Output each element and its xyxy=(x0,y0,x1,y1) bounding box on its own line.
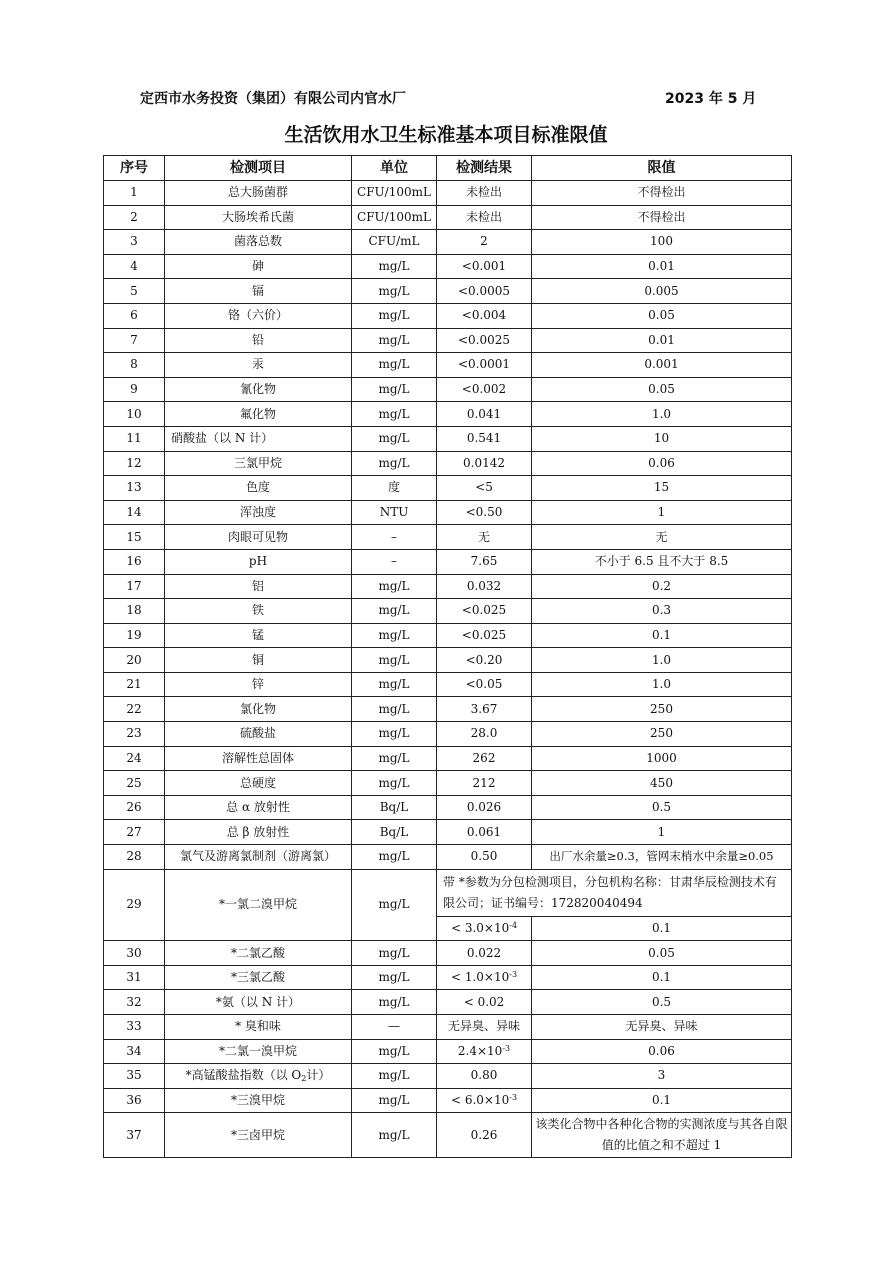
cell-number: 9 xyxy=(104,377,165,402)
table-row xyxy=(104,402,792,427)
subcontract-note: 带 *参数为分包检测项目，分包机构名称：甘肃华辰检测技术有限公司；证书编号：172820040494 xyxy=(437,869,792,916)
cell-item: 硫酸盐 xyxy=(165,722,352,747)
table-row xyxy=(104,525,792,550)
table-row xyxy=(104,722,792,747)
cell-item: 浑浊度 xyxy=(165,500,352,525)
cell-item: 氟化物 xyxy=(165,402,352,427)
table-row xyxy=(104,254,792,279)
cell-result: $2.4\times 10^{-3}$ xyxy=(437,1039,532,1064)
table-row xyxy=(104,941,792,966)
table-row xyxy=(104,990,792,1015)
table-row xyxy=(104,746,792,771)
table-row xyxy=(104,328,792,353)
cell-limit: 3 xyxy=(532,1064,792,1089)
cell-limit: 0.06 xyxy=(532,1039,792,1064)
cell-limit: 无 xyxy=(532,525,792,550)
table-row xyxy=(104,230,792,255)
cell-item: 氯化物 xyxy=(165,697,352,722)
table-row xyxy=(104,279,792,304)
cell-unit: mg/L xyxy=(352,990,437,1015)
cell-limit: 450 xyxy=(532,771,792,796)
table-row xyxy=(104,599,792,624)
table-row xyxy=(104,1015,792,1040)
cell-number: 7 xyxy=(104,328,165,353)
cell-result: <0.025 xyxy=(437,623,532,648)
cell-result: 7.65 xyxy=(437,549,532,574)
cell-number: 6 xyxy=(104,303,165,328)
table-row xyxy=(104,869,792,916)
cell-result: 262 xyxy=(437,746,532,771)
cell-number: 24 xyxy=(104,746,165,771)
table-row xyxy=(104,795,792,820)
table-row xyxy=(104,1113,792,1158)
cell-limit: 1 xyxy=(532,820,792,845)
col-header-number: 序号 xyxy=(104,156,165,181)
cell-limit: 无异臭、异味 xyxy=(532,1015,792,1040)
cell-item: 总硬度 xyxy=(165,771,352,796)
cell-item: 铁 xyxy=(165,599,352,624)
cell-unit: mg/L xyxy=(352,599,437,624)
cell-limit: 不得检出 xyxy=(532,205,792,230)
table-row xyxy=(104,820,792,845)
cell-limit: 1.0 xyxy=(532,672,792,697)
cell-number: 32 xyxy=(104,990,165,1015)
cell-limit: 1.0 xyxy=(532,402,792,427)
cell-item: 肉眼可见物 xyxy=(165,525,352,550)
cell-number: 20 xyxy=(104,648,165,673)
cell-number: 13 xyxy=(104,476,165,501)
cell-number: 12 xyxy=(104,451,165,476)
cell-number: 31 xyxy=(104,965,165,990)
cell-result: 212 xyxy=(437,771,532,796)
cell-item: *氨（以 N 计） xyxy=(165,990,352,1015)
cell-number: 8 xyxy=(104,353,165,378)
cell-item: 总 β 放射性 xyxy=(165,820,352,845)
cell-number: 17 xyxy=(104,574,165,599)
cell-unit: mg/L xyxy=(352,1064,437,1089)
cell-item: 氰化物 xyxy=(165,377,352,402)
cell-item: 铅 xyxy=(165,328,352,353)
cell-result: 无 xyxy=(437,525,532,550)
cell-item: 汞 xyxy=(165,353,352,378)
col-header-result: 检测结果 xyxy=(437,156,532,181)
cell-result: 未检出 xyxy=(437,181,532,206)
cell-item: 大肠埃希氏菌 xyxy=(165,205,352,230)
cell-number: 37 xyxy=(104,1113,165,1158)
cell-unit: mg/L xyxy=(352,1113,437,1158)
cell-result: 0.80 xyxy=(437,1064,532,1089)
table-row xyxy=(104,697,792,722)
cell-limit: 0.005 xyxy=(532,279,792,304)
cell-unit: Bq/L xyxy=(352,820,437,845)
table-row xyxy=(104,1064,792,1089)
cell-result: 0.26 xyxy=(437,1113,532,1158)
cell-item: 铝 xyxy=(165,574,352,599)
table-row xyxy=(104,672,792,697)
table-row xyxy=(104,1088,792,1113)
cell-result: 28.0 xyxy=(437,722,532,747)
cell-unit: mg/L xyxy=(352,1039,437,1064)
cell-limit: 0.1 xyxy=(532,1088,792,1113)
cell-limit: 250 xyxy=(532,722,792,747)
cell-result: <0.05 xyxy=(437,672,532,697)
cell-unit: mg/L xyxy=(352,402,437,427)
cell-unit: – xyxy=(352,549,437,574)
cell-unit: CFU/100mL xyxy=(352,181,437,206)
table-row xyxy=(104,303,792,328)
cell-unit: mg/L xyxy=(352,845,437,870)
cell-item: 铜 xyxy=(165,648,352,673)
cell-result: < 0.02 xyxy=(437,990,532,1015)
cell-item: *一氯二溴甲烷 xyxy=(165,869,352,941)
cell-result: < $3.0\times 10^{-4}$ xyxy=(437,916,532,941)
cell-result: 0.022 xyxy=(437,941,532,966)
cell-limit: 0.06 xyxy=(532,451,792,476)
table-row xyxy=(104,648,792,673)
cell-number: 29 xyxy=(104,869,165,941)
cell-limit: 15 xyxy=(532,476,792,501)
cell-limit: 不得检出 xyxy=(532,181,792,206)
table-row xyxy=(104,377,792,402)
cell-result: <0.50 xyxy=(437,500,532,525)
table-row xyxy=(104,623,792,648)
cell-unit: mg/L xyxy=(352,451,437,476)
cell-number: 27 xyxy=(104,820,165,845)
col-header-item: 检测项目 xyxy=(165,156,352,181)
cell-result: <5 xyxy=(437,476,532,501)
cell-number: 10 xyxy=(104,402,165,427)
cell-limit: 250 xyxy=(532,697,792,722)
cell-number: 36 xyxy=(104,1088,165,1113)
cell-result: 0.041 xyxy=(437,402,532,427)
cell-result: <0.0005 xyxy=(437,279,532,304)
cell-number: 1 xyxy=(104,181,165,206)
cell-result: 0.0142 xyxy=(437,451,532,476)
cell-item: * 臭和味 xyxy=(165,1015,352,1040)
cell-item: 菌落总数 xyxy=(165,230,352,255)
cell-number: 34 xyxy=(104,1039,165,1064)
cell-unit: mg/L xyxy=(352,697,437,722)
cell-number: 30 xyxy=(104,941,165,966)
cell-limit: 0.05 xyxy=(532,941,792,966)
cell-result: <0.002 xyxy=(437,377,532,402)
cell-item: *三卤甲烷 xyxy=(165,1113,352,1158)
col-header-limit: 限值 xyxy=(532,156,792,181)
cell-limit: 1 xyxy=(532,500,792,525)
table-row xyxy=(104,549,792,574)
cell-number: 26 xyxy=(104,795,165,820)
cell-limit: 0.1 xyxy=(532,623,792,648)
cell-number: 21 xyxy=(104,672,165,697)
cell-item: *三氯乙酸 xyxy=(165,965,352,990)
cell-limit: 0.1 xyxy=(532,965,792,990)
cell-unit: mg/L xyxy=(352,574,437,599)
cell-limit: 1000 xyxy=(532,746,792,771)
cell-unit: mg/L xyxy=(352,623,437,648)
cell-item: 氯气及游离氯制剂（游离氯） xyxy=(165,845,352,870)
cell-limit: 0.1 xyxy=(532,916,792,941)
cell-unit: mg/L xyxy=(352,1088,437,1113)
cell-item: 三氯甲烷 xyxy=(165,451,352,476)
cell-result: 2 xyxy=(437,230,532,255)
col-header-unit: 单位 xyxy=(352,156,437,181)
cell-item: *三溴甲烷 xyxy=(165,1088,352,1113)
organization-name: 定西市水务投资（集团）有限公司内官水厂 xyxy=(140,91,406,107)
cell-result: 无异臭、异味 xyxy=(437,1015,532,1040)
cell-number: 33 xyxy=(104,1015,165,1040)
table-header-row xyxy=(104,156,792,181)
cell-unit: mg/L xyxy=(352,377,437,402)
page-title: 生活饮用水卫生标准基本项目标准限值 xyxy=(284,124,608,146)
cell-unit: mg/L xyxy=(352,254,437,279)
cell-number: 25 xyxy=(104,771,165,796)
cell-unit: mg/L xyxy=(352,722,437,747)
cell-limit: 0.05 xyxy=(532,303,792,328)
cell-item: 铬（六价） xyxy=(165,303,352,328)
cell-item: 总大肠菌群 xyxy=(165,181,352,206)
cell-unit: mg/L xyxy=(352,353,437,378)
table-row xyxy=(104,451,792,476)
cell-unit: mg/L xyxy=(352,746,437,771)
cell-unit: CFU/mL xyxy=(352,230,437,255)
table-row xyxy=(104,476,792,501)
cell-unit: mg/L xyxy=(352,869,437,941)
cell-number: 22 xyxy=(104,697,165,722)
cell-number: 19 xyxy=(104,623,165,648)
cell-unit: mg/L xyxy=(352,303,437,328)
cell-number: 28 xyxy=(104,845,165,870)
standards-table xyxy=(103,155,792,1158)
cell-unit: CFU/100mL xyxy=(352,205,437,230)
table-row xyxy=(104,574,792,599)
cell-item: *高锰酸盐指数（以 $O_2$计） xyxy=(165,1064,352,1089)
cell-unit: mg/L xyxy=(352,672,437,697)
report-date: 2023 年 5 月 xyxy=(665,91,757,107)
cell-limit: 1.0 xyxy=(532,648,792,673)
cell-limit: 0.01 xyxy=(532,254,792,279)
cell-number: 5 xyxy=(104,279,165,304)
table-row xyxy=(104,426,792,451)
cell-unit: 度 xyxy=(352,476,437,501)
cell-limit: 0.01 xyxy=(532,328,792,353)
cell-number: 15 xyxy=(104,525,165,550)
cell-limit: 该类化合物中各种化合物的实测浓度与其各自限值的比值之和不超过 1 xyxy=(532,1113,792,1158)
cell-result: <0.001 xyxy=(437,254,532,279)
cell-number: 14 xyxy=(104,500,165,525)
cell-result: 0.032 xyxy=(437,574,532,599)
cell-limit: 0.5 xyxy=(532,990,792,1015)
cell-result: <0.0001 xyxy=(437,353,532,378)
cell-item: *二氯一溴甲烷 xyxy=(165,1039,352,1064)
cell-number: 3 xyxy=(104,230,165,255)
cell-result: 未检出 xyxy=(437,205,532,230)
cell-item: 溶解性总固体 xyxy=(165,746,352,771)
cell-item: 总 α 放射性 xyxy=(165,795,352,820)
cell-result: 0.50 xyxy=(437,845,532,870)
cell-result: <0.20 xyxy=(437,648,532,673)
cell-item: 锌 xyxy=(165,672,352,697)
table-row xyxy=(104,500,792,525)
cell-unit: mg/L xyxy=(352,279,437,304)
cell-unit: NTU xyxy=(352,500,437,525)
cell-number: 2 xyxy=(104,205,165,230)
cell-number: 11 xyxy=(104,426,165,451)
cell-unit: mg/L xyxy=(352,965,437,990)
cell-result: <0.004 xyxy=(437,303,532,328)
cell-result: 0.026 xyxy=(437,795,532,820)
cell-limit: 0.001 xyxy=(532,353,792,378)
cell-result: <0.0025 xyxy=(437,328,532,353)
cell-item: *二氯乙酸 xyxy=(165,941,352,966)
cell-unit: — xyxy=(352,1015,437,1040)
cell-result: 0.541 xyxy=(437,426,532,451)
cell-limit: 不小于 6.5 且不大于 8.5 xyxy=(532,549,792,574)
table-row xyxy=(104,771,792,796)
cell-number: 23 xyxy=(104,722,165,747)
cell-item: 硝酸盐（以 N 计） xyxy=(165,426,352,451)
cell-unit: mg/L xyxy=(352,771,437,796)
cell-limit: 100 xyxy=(532,230,792,255)
table-row xyxy=(104,965,792,990)
cell-unit: Bq/L xyxy=(352,795,437,820)
cell-limit: 0.5 xyxy=(532,795,792,820)
cell-result: <0.025 xyxy=(437,599,532,624)
cell-unit: – xyxy=(352,525,437,550)
cell-number: 4 xyxy=(104,254,165,279)
cell-limit: 0.05 xyxy=(532,377,792,402)
table-row xyxy=(104,353,792,378)
table-row xyxy=(104,845,792,870)
cell-unit: mg/L xyxy=(352,328,437,353)
cell-result: < $6.0\times 10^{-3}$ xyxy=(437,1088,532,1113)
cell-result: 3.67 xyxy=(437,697,532,722)
cell-unit: mg/L xyxy=(352,426,437,451)
cell-number: 35 xyxy=(104,1064,165,1089)
cell-number: 16 xyxy=(104,549,165,574)
cell-item: 色度 xyxy=(165,476,352,501)
table-row xyxy=(104,181,792,206)
cell-item: pH xyxy=(165,549,352,574)
cell-item: 镉 xyxy=(165,279,352,304)
cell-result: < $1.0\times 10^{-3}$ xyxy=(437,965,532,990)
cell-item: 锰 xyxy=(165,623,352,648)
cell-limit: 出厂水余量≥0.3，管网末梢水中余量≥0.05 xyxy=(532,845,792,870)
cell-result: 0.061 xyxy=(437,820,532,845)
cell-limit: 10 xyxy=(532,426,792,451)
table-row xyxy=(104,1039,792,1064)
cell-item: 砷 xyxy=(165,254,352,279)
cell-limit: 0.2 xyxy=(532,574,792,599)
cell-number: 18 xyxy=(104,599,165,624)
cell-unit: mg/L xyxy=(352,648,437,673)
cell-unit: mg/L xyxy=(352,941,437,966)
table-row xyxy=(104,205,792,230)
cell-limit: 0.3 xyxy=(532,599,792,624)
